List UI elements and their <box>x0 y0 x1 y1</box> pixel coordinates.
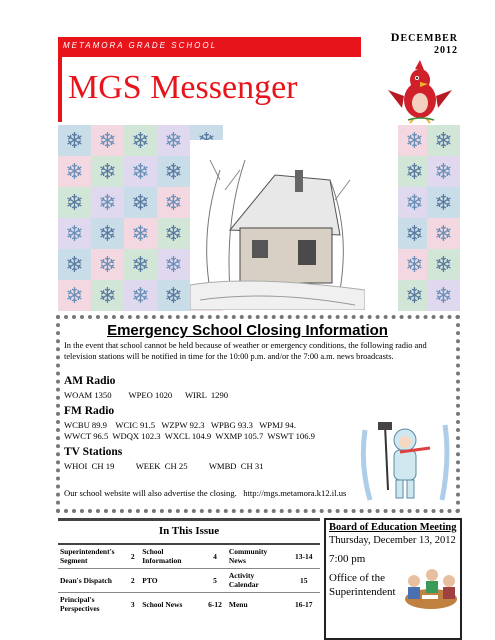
snowflake-tile: ❄ <box>124 125 157 156</box>
snowflake-tile: ❄ <box>58 156 91 187</box>
newsletter-title: MGS Messenger <box>68 69 298 106</box>
snowflake-tile: ❄ <box>124 156 157 187</box>
board-meeting-time: 7:00 pm <box>329 553 366 565</box>
contents-section: Activity Calendar <box>227 568 288 592</box>
school-name: METAMORA GRADE SCHOOL <box>63 41 218 50</box>
contents-section: PTO <box>140 568 203 592</box>
snowflake-tile: ❄ <box>427 156 460 187</box>
fm-radio-stations-1: WCBU 89.9 WCIC 91.5 WZPW 92.3 WPBG 93.3 WPMJ 94. <box>64 420 296 430</box>
contents-page: 15 <box>287 568 320 592</box>
contents-page: 5 <box>203 568 227 592</box>
snowflake-tile: ❄ <box>58 280 91 311</box>
snowflake-tile: ❄ <box>91 249 124 280</box>
snowflake-tile: ❄ <box>58 125 91 156</box>
contents-table <box>58 543 320 616</box>
snowflake-tile: ❄ <box>427 280 460 311</box>
contents-page: 16-17 <box>287 592 320 616</box>
snowflake-tile: ❄ <box>157 249 190 280</box>
snowflake-tile: ❄ <box>124 218 157 249</box>
contents-section: School Information <box>140 544 203 568</box>
contents-page: 6-12 <box>203 592 227 616</box>
snowflake-tile: ❄ <box>157 280 190 311</box>
snowflake-tile: ❄ <box>91 125 124 156</box>
emergency-intro: In the event that school cannot be held because of weather or emergency conditions, the following radio and television stations will be notified in time for the 10:00 p.m. and/or the 7:00 a.m. news broadcasts. <box>64 341 427 361</box>
contents-row <box>58 544 320 568</box>
contents-section: Menu <box>227 592 288 616</box>
contents-row <box>58 592 320 616</box>
redbird-mascot-logo <box>382 60 458 124</box>
meeting-clipart <box>402 563 460 615</box>
snowflake-tile: ❄ <box>91 280 124 311</box>
contents-row <box>58 568 320 592</box>
am-radio-stations: WOAM 1350 WPEO 1020 WIRL 1290 <box>64 390 229 400</box>
snowflake-tile: ❄ <box>157 187 190 218</box>
snowflake-tile: ❄ <box>427 125 460 156</box>
tv-stations: WHOI CH 19 WEEK CH 25 WMBD CH 31 <box>64 461 264 471</box>
snowflake-tile: ❄ <box>124 249 157 280</box>
snowflake-tile: ❄ <box>91 218 124 249</box>
in-this-issue-box <box>58 518 320 640</box>
snowflake-tile: ❄ <box>58 249 91 280</box>
contents-section: Community News <box>227 544 288 568</box>
contents-section: Superintendent's Segment <box>58 544 125 568</box>
title-box <box>62 56 361 122</box>
snowflake-tile: ❄ <box>398 218 431 249</box>
snowflake-tile: ❄ <box>427 218 460 249</box>
issue-year: 2012 <box>434 45 458 56</box>
website-note: Our school website will also advertise the closing. http://mgs.metamora.k12.il.us <box>64 488 347 498</box>
contents-section: School News <box>140 592 203 616</box>
fm-radio-heading: FM Radio <box>64 405 115 417</box>
contents-section: Principal's Perspectives <box>58 592 125 616</box>
snowflake-tile: ❄ <box>124 187 157 218</box>
contents-page: 13-14 <box>287 544 320 568</box>
board-meeting-location-2: Superintendent <box>329 586 396 598</box>
am-radio-heading: AM Radio <box>64 375 116 387</box>
snowflake-tile: ❄ <box>398 187 431 218</box>
emergency-title: Emergency School Closing Information <box>107 322 388 339</box>
snowflake-tile: ❄ <box>58 218 91 249</box>
snowflake-tile: ❄ <box>427 249 460 280</box>
tv-stations-heading: TV Stations <box>64 446 123 458</box>
snowflake-tile: ❄ <box>91 187 124 218</box>
board-meeting-location-1: Office of the <box>329 572 385 584</box>
contents-page: 4 <box>203 544 227 568</box>
snowflake-tile: ❄ <box>91 156 124 187</box>
snowflake-tile: ❄ <box>58 187 91 218</box>
contents-section: Dean's Dispatch <box>58 568 125 592</box>
child-with-snow-shovel-illustration <box>360 420 450 505</box>
header-banner <box>58 37 361 122</box>
snowflake-tile: ❄ <box>427 187 460 218</box>
snowy-cabin-illustration <box>190 140 365 310</box>
fm-radio-stations-2: WWCT 96.5 WDQX 102.3 WXCL 104.9 WXMP 105.7 WSWT 106.9 <box>64 431 315 441</box>
snowflake-tile: ❄ <box>124 280 157 311</box>
board-meeting-date: Thursday, December 13, 2012 <box>329 535 456 546</box>
in-this-issue-title: In This Issue <box>158 525 220 537</box>
snowflake-tile: ❄ <box>157 125 190 156</box>
board-meeting-title: Board of Education Meeting <box>329 522 457 533</box>
snowflake-tile: ❄ <box>398 280 431 311</box>
contents-page: 2 <box>125 568 140 592</box>
contents-page: 3 <box>125 592 140 616</box>
snowflake-tile: ❄ <box>398 249 431 280</box>
snowflake-tile: ❄ <box>398 156 431 187</box>
snowflake-tile: ❄ <box>157 156 190 187</box>
contents-page: 2 <box>125 544 140 568</box>
snowflake-tile: ❄ <box>398 125 431 156</box>
issue-month: DECEMBER <box>390 30 458 44</box>
snowflake-tile: ❄ <box>157 218 190 249</box>
